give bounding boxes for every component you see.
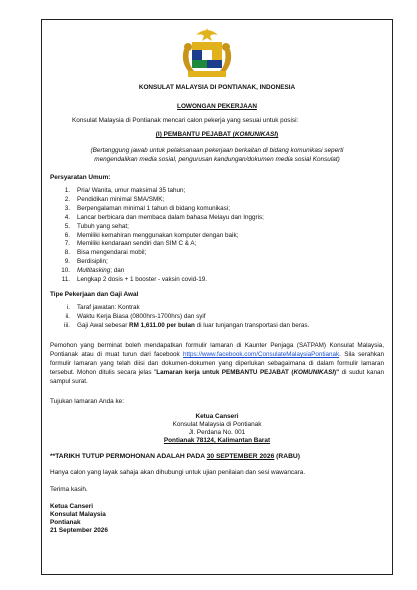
list-item: 7. Memiliki kendaraan sendiri dan SIM C & A; [64,240,197,248]
list-item: 9. Berdisiplin; [64,258,108,266]
address-intro: Tujukan lamaran Anda ke: [50,398,125,405]
list-item: ii. Waktu Kerja Biasa (0800hrs-1700hrs) dan syif [65,312,206,320]
malaysia-coat-of-arms-logo [174,27,240,79]
list-item: 4. Lancar berbicara dan membaca dalam bahasa Melayu dan Inggris; [64,213,264,221]
salary-heading: Tipe Pekerjaan dan Gaji Awal [50,291,139,298]
intro-text: Konsulat Malaysia di Pontianak mencari calon pekerja yang sesuai untuk posisi: [72,117,299,124]
vacancy-heading: LOWONGAN PEKERJAAN [177,103,257,110]
signature-date: 21 September 2026 [50,527,108,534]
deadline-date: 30 SEPTEMBER 2026 [206,453,275,460]
signature-city: Pontianak [50,519,81,526]
thank-you-text: Terima kasih. [50,486,88,493]
position-title [41,131,393,139]
list-item: 10. Multitasking; dan [61,267,125,275]
list-item: 3. Berpengalaman minimal 1 tahun di bidang komunikasi; [64,204,230,212]
address-recipient: Ketua Canseri [195,413,239,420]
address-line-3: Jl. Perdana No. 001 [188,429,246,436]
position-title-suffix: ) [276,131,279,138]
list-item: 5. Tubuh yang sehat; [64,222,129,230]
requirements-list [58,187,264,285]
signature-organization: Konsulat Malaysia [50,511,106,518]
address-city: Pontianak 78124, Kalimantan Barat [163,437,271,444]
list-item: 2. Pendidikan minimal SMA/SMK; [64,195,165,203]
address-line-2: Konsulat Malaysia di Pontianak [172,421,262,428]
position-description-line-1: (Bertanggung jawab untuk pelaksanaan pekerjaan berkaitan di bidang komunikasi seperti [90,147,344,154]
deadline-notice: **TARIKH TUTUP PERMOHONAN ADALAH PADA 30 SEPTEMBER 2026 (RABU) [50,453,300,460]
position-title-specialty: KOMUNIKASI [234,131,277,138]
list-item: 1. Pria/ Wanita, umur maksimal 35 tahun; [64,187,186,194]
list-item: 11. Lengkap 2 dosis + 1 booster - vaksin covid-19. [61,276,208,284]
consulate-title: KONSULAT MALAYSIA DI PONTIANAK, INDONESIA [138,84,296,91]
list-item: iii. Gaji Awal sebesar RM 1,611.00 per bulan di luar tunjangan transportasi dan beras. [64,321,310,329]
position-title-prefix: (I) PEMBANTU PEJABAT ( [155,131,235,138]
list-item: i. Taraf jawatan: Kontrak [66,304,140,311]
salary-list [58,304,309,331]
requirements-heading: Persyaratan Umum: [50,174,111,181]
facebook-link[interactable]: https://www.facebook.com/ConsulateMalaysiaPontianak [183,350,340,358]
application-instructions: Pemohon yang berminat boleh mendapatkan formulir lamaran di Kaunter Penjaga (SATPAM) Konsulat Malaysia, Pontianak atau di muat turun dari facebook https://www.facebook.com/ConsulateMalaysiaPontianak. Sila serahkan formulir lamaran yang telah diisi dan dokumen-dokumen yang diperlukan sebagaimana di dalam formulir lamaran tersebut. Mohon ditulis secara jelas "Lamaran kerja untuk PEMBANTU PEJABAT (KOMUNIKASI)" di sudut kanan sampul surat. [50,342,385,385]
signature-title: Ketua Canseri [50,503,93,510]
list-item: 6. Memiliki kemahiran menggunakan komputer dengan baik; [64,231,239,239]
list-item: 8. Bisa mengendarai mobil; [64,249,147,257]
shortlist-note: Hanya calon yang layak sahaja akan dihubungi untuk ujian penilaian dan sesi wawancara. [50,469,306,476]
position-description-line-2: mengendalikan media sosial, pengurusan kandungan/dokumen media sosial Konsulat) [94,156,340,163]
